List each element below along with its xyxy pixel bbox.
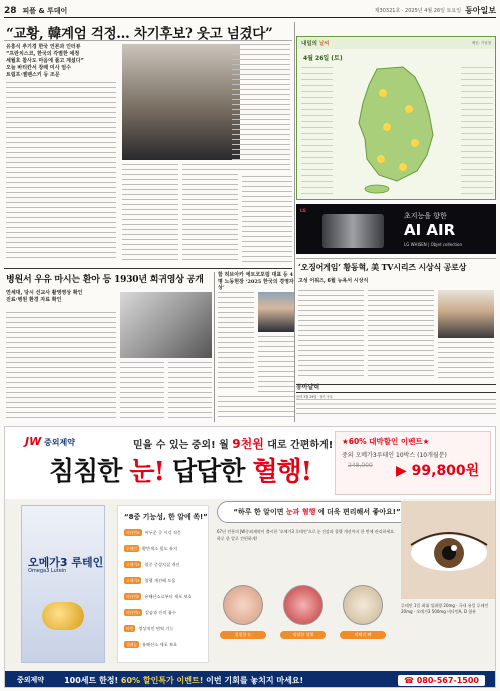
ad-headline-a: 침침한 (49, 457, 122, 487)
award-body-col1 (218, 292, 254, 392)
blood-symptom-icon (283, 585, 323, 625)
lead-subhead: 트럼프·젤렌스키 등 조문 (6, 72, 60, 78)
jw-footer-logo: 중외제약 (17, 676, 45, 684)
bone-symptom-icon (343, 585, 383, 625)
cardinal-photo (122, 44, 240, 160)
benefit-title: “8중 기능성, 한 알에 쏙!” (124, 513, 208, 521)
benefit-item: 아연 정상적인 면역 기능 (126, 626, 174, 631)
benefit-item: 비타민A 어두운 곳 시각 적응 (126, 530, 181, 535)
lead-subhead: “프란치스코, 한국의 각별한 애정 (6, 51, 80, 57)
ad-headline-b: 눈! (129, 457, 164, 487)
weather-title-accent: 날씨 (318, 41, 330, 47)
speech-red: 눈과 혈행 (285, 508, 316, 516)
sun-icon (399, 163, 407, 171)
benefit-list (117, 505, 209, 663)
drama-headline: ‘오징어게임’ 황동혁, 美 TV시리즈 시상식 공로상 (298, 262, 467, 272)
capsule-icon (42, 602, 84, 630)
lead-body-col1 (6, 82, 116, 262)
ad-description: 67년 전통의 JW중외제약이 출시한 '오메가3 루테인'으로 눈 건강과 혈행 개선까지 한 번에 관리하세요. 하루 한 알로 간편하게! (217, 529, 396, 541)
lead-subhead: 오늘 바티칸서 장례 미사 엄수 (6, 65, 71, 71)
lead-body-col2b (182, 164, 238, 264)
director-portrait (438, 290, 494, 338)
ad-air-line2: AI AIR (404, 221, 456, 239)
lead-body-col4 (242, 176, 292, 264)
lead-subhead: 세월호 참사도 마음에 품고 계셨다” (6, 58, 84, 64)
weather-source: 제공: 기상청 (471, 40, 491, 45)
lead-body-col2a (122, 164, 178, 264)
weather-box (296, 36, 496, 200)
lg-whisen-ad[interactable] (296, 204, 496, 254)
lead-subhead: 유흥식 추기경 한국 언론과 인터뷰 (6, 44, 81, 50)
weather-city-list-right (461, 67, 493, 195)
jw-logo: JW 중외제약 (25, 435, 75, 448)
sun-icon (411, 139, 419, 147)
benefit-item: 오메가3 혈중 중성지질 개선 (126, 562, 180, 567)
ad-tagline-prefix: 믿을 수 있는 중외! 월 (133, 440, 229, 451)
benefit-item: 오메가3 혈행 개선에 도움 (126, 578, 176, 583)
issue-info: 제30321호 · 2025년 4월 26일 토요일 (374, 8, 462, 14)
jw-pharma-ad[interactable] (4, 426, 496, 688)
lead-headline: “교황, 韓계엄 걱정… 차기후보? 웃고 넘겼다” (6, 26, 273, 42)
sun-icon (379, 89, 387, 97)
drama-body-col1 (298, 290, 364, 380)
benefit-item: 루테인 황반색소 밀도 유지 (126, 546, 178, 551)
page-number: 28 (4, 5, 17, 16)
speech-b: 에 더욱 편리해서 좋아요!” (317, 508, 401, 516)
eye-closeup-image (401, 501, 496, 599)
product-name: 오메가3 루테인 (28, 556, 104, 569)
symptom-label: 답답한 혈행 (280, 631, 326, 639)
weather-header (297, 37, 495, 49)
product-sub: Omega3 Lutein (28, 568, 67, 574)
testimonial-bubble (217, 501, 417, 523)
hospital-headline: 병원서 우유 마시는 환아 등 1930년 희귀영상 공개 (6, 275, 204, 285)
sun-icon (383, 123, 391, 131)
hospital-subhead: 진료·병원 환경 자료 확인 (6, 297, 62, 303)
calendar-box (296, 384, 496, 422)
ad-tagline-suffix: 대로 간편하게! (267, 440, 334, 451)
phone-number[interactable]: ☎ 080-567-1500 (398, 675, 485, 686)
lg-brand: LG (300, 208, 306, 213)
hospital-subheads (6, 290, 116, 304)
product-box-image (21, 505, 105, 663)
award-headline: 함 허브아카 에트코포럼 대표 등 4명 노동현장 ‘2025 한국의 경영자상’ (218, 272, 294, 291)
eye-symptom-icon (223, 585, 263, 625)
event-old-price: 248,000 (348, 462, 373, 469)
calendar-title: 동아달력 (296, 384, 496, 393)
weather-date: 4월 26일 (토) (303, 55, 343, 62)
drama-body-col3 (438, 342, 494, 380)
dosage-note: 루테인 1일 최대 섭취량 20mg · 국내 유일 루테인 20mg · 오메가3 500mg 비타민A, D 함유 (401, 603, 489, 614)
lead-body-col3 (232, 44, 290, 174)
calendar-body: 음력 3월 29일 · 절기 곡우 (296, 394, 333, 399)
korea-weather-map (337, 63, 457, 195)
ad-headline-c: 답답한 (172, 457, 245, 487)
drama-subhead: 고성 어워즈, 6월 뉴욕서 시상식 (298, 278, 369, 284)
ad-headline-d: 혈행! (252, 457, 312, 487)
event-desc: 중외 오메가3루테인 10박스 (10개월분) (342, 452, 447, 459)
award-body-bottom (218, 396, 294, 420)
jw-company-name: 중외제약 (44, 438, 75, 447)
speech-a: “하루 한 알이면 (233, 508, 284, 516)
event-box[interactable] (335, 431, 491, 495)
ad-tagline-price: 9천원 (232, 437, 264, 451)
hospital-film-photo (120, 292, 212, 358)
benefit-item: 비타민E 유해산소로부터 세포 보호 (126, 594, 192, 599)
cta-c: 이번 기회를 놓치지 마세요! (206, 675, 304, 685)
benefit-item: 비타민D 칼슘과 인의 흡수 (126, 610, 176, 615)
ad-tagline (133, 435, 333, 452)
cta-a: 100세트 한정! (64, 675, 119, 685)
benefit-item: 셀레늄 유해산소 세포 보호 (126, 642, 178, 647)
hospital-body-col1 (6, 312, 116, 420)
symptom-label: 약해진 뼈 (340, 631, 386, 639)
ad-headline (49, 451, 311, 488)
sun-icon (405, 105, 413, 113)
event-title: ★60% 대박할인 이벤트★ (342, 437, 430, 446)
weather-city-list-left (301, 67, 333, 195)
paper-logo: 동아일보 (465, 5, 496, 15)
weather-title: 내일의 (301, 41, 317, 47)
award-body-col2 (258, 336, 294, 392)
ad-air-line3: LG WHISEN | Objet collection (404, 242, 462, 247)
symptom-circles (217, 585, 397, 651)
masthead (4, 4, 496, 18)
ad-air-line1: 초지능을 향한 (404, 212, 447, 220)
symptom-label: 침침한 눈 (220, 631, 266, 639)
sun-icon (377, 155, 385, 163)
hospital-body-col2 (120, 362, 164, 420)
ad-cta-bar[interactable] (5, 671, 496, 688)
air-conditioner-image (322, 214, 384, 248)
section-title: 피플 & 투데이 (22, 6, 68, 15)
hospital-subhead: 연세대, 당시 선교사 촬영영상 확인 (6, 290, 83, 296)
event-new-price: ▶ 99,800원 (396, 463, 480, 479)
hospital-body-col3 (168, 362, 212, 420)
award-portrait (258, 292, 294, 332)
drama-subheads (298, 278, 408, 285)
lead-subheads (6, 44, 118, 79)
cta-b: 60% 할인특가 이벤트! (120, 675, 204, 685)
drama-body-col2 (368, 290, 434, 380)
